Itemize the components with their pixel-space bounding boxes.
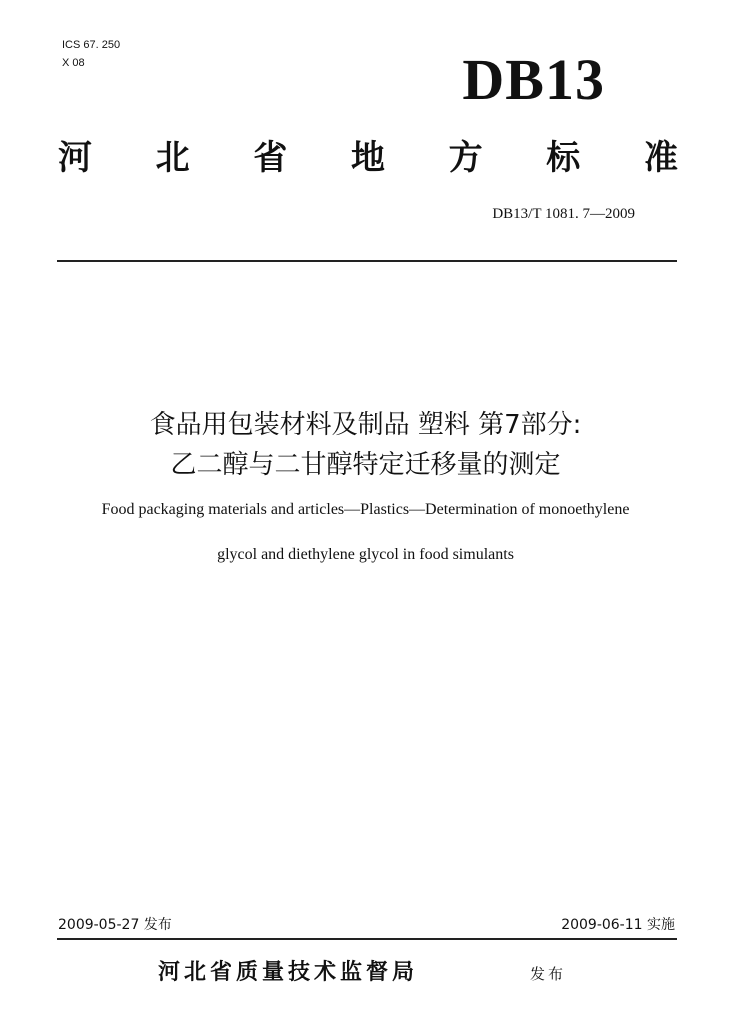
bottom-divider <box>57 938 677 940</box>
implementation-date: 2009-06-11 实施 <box>561 917 675 933</box>
issue-date: 2009-05-27 发布 <box>58 917 172 933</box>
title-char: 准 <box>643 138 678 178</box>
english-title-line-2: glycol and diethylene glycol in food simulants <box>217 546 514 563</box>
title-char: 方 <box>448 138 483 178</box>
title-char: 北 <box>155 138 190 178</box>
english-title-line-1: Food packaging materials and articles—Plastics—Determination of monoethylene <box>101 501 630 518</box>
title-char: 河 <box>58 138 92 178</box>
db-mark: DB13 <box>462 47 605 112</box>
class-code: X 08 <box>62 57 85 69</box>
title-char: 地 <box>350 138 385 178</box>
publisher-name: 河北省质量技术监督局 <box>158 960 419 985</box>
title-char: 标 <box>546 138 581 178</box>
ics-code: ICS 67. 250 <box>62 39 121 51</box>
standard-type-title <box>58 136 678 180</box>
standard-number: DB13/T 1081. 7—2009 <box>492 206 635 222</box>
top-divider <box>57 260 677 262</box>
title-char: 省 <box>253 138 288 178</box>
publish-label: 发布 <box>530 965 567 983</box>
chinese-title-line-2: 乙二醇与二甘醇特定迁移量的测定 <box>170 450 561 480</box>
classification-block <box>62 36 120 72</box>
chinese-title-line-1: 食品用包装材料及制品 塑料 第7部分: <box>149 410 582 440</box>
